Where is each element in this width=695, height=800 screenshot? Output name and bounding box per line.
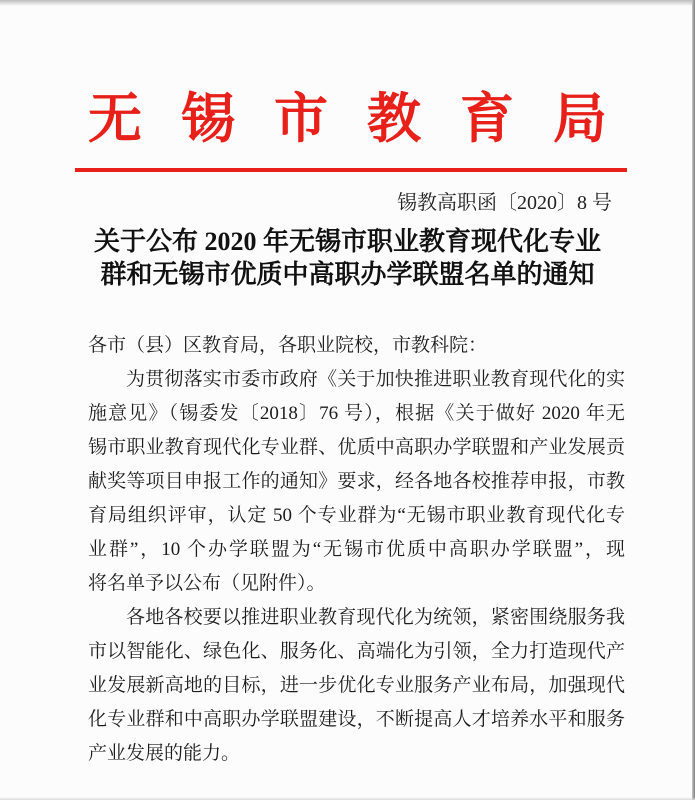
notice-title-line-1: 关于公布 2020 年无锡市职业教育现代化专业 — [93, 227, 601, 256]
body-line: 市以智能化、绿色化、服务化、高端化为引领，全力打造现代产 — [88, 641, 625, 662]
body-line: 为贯彻落实市委市政府《关于加快推进职业教育现代化的实 — [126, 369, 625, 390]
body-line: 业发展新高地的目标，进一步优化专业服务产业布局，加强现代 — [88, 675, 625, 696]
agency-name — [0, 90, 695, 148]
body-line: 将名单予以公布（见附件）。 — [88, 573, 326, 594]
body-line: 化专业群和中高职办学联盟建设，不断提高人才培养水平和服务 — [88, 709, 625, 730]
notice-body — [88, 329, 625, 771]
body-line: 育局组织评审，认定 50 个专业群为“无锡市职业教育现代化专 — [88, 505, 625, 526]
notice-title-line-2: 群和无锡市优质中高职办学联盟名单的通知 — [100, 260, 595, 289]
body-line: 产业发展的能力。 — [88, 743, 241, 764]
letterhead-divider — [75, 168, 627, 172]
body-line: 各地各校要以推进职业教育现代化为统领，紧密围绕服务我 — [126, 607, 625, 628]
notice-title — [0, 225, 695, 291]
agency-name-text: 无锡市教育局 — [88, 89, 646, 149]
body-line: 业群”，10 个办学联盟为“无锡市优质中高职办学联盟”，现 — [88, 539, 625, 560]
page-edge-top — [0, 0, 695, 6]
salutation: 各市（县）区教育局，各职业院校，市教科院： — [88, 335, 488, 356]
doc-number: 锡教高职函〔2020〕8 号 — [397, 192, 612, 214]
body-line: 施意见》（锡委发〔2018〕76 号），根据《关于做好 2020 年无 — [88, 403, 625, 424]
body-line: 献奖等项目申报工作的通知》要求，经各地各校推荐申报，市教 — [88, 471, 625, 492]
body-line: 锡市职业教育现代化专业群、优质中高职办学联盟和产业发展贡 — [88, 437, 625, 458]
letterhead — [0, 90, 695, 217]
